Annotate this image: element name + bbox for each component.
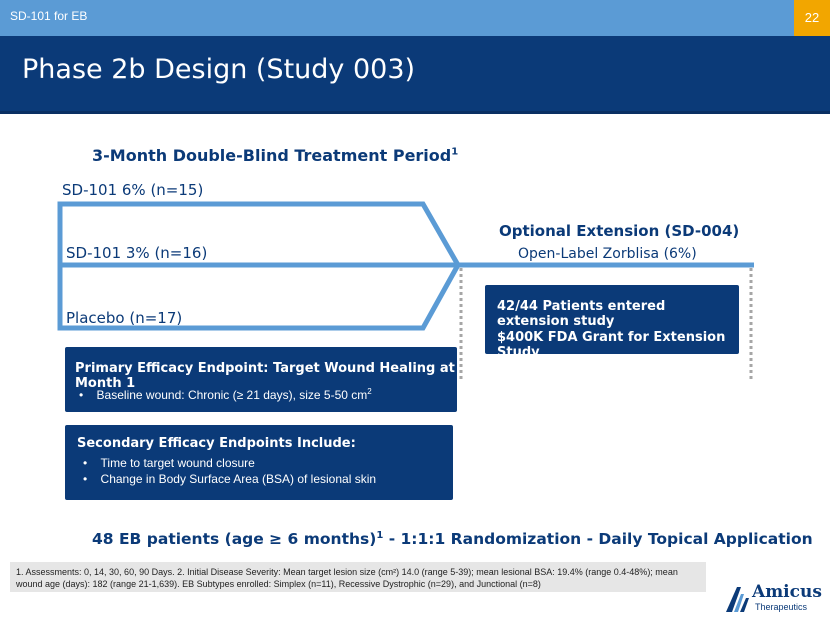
amicus-logo-icon [722,584,752,614]
arm-line-6pct [60,204,458,265]
period-title-text: 3-Month Double-Blind Treatment Period [92,146,452,165]
slide-title: Phase 2b Design (Study 003) [22,54,416,85]
summary-part-2: - 1:1:1 Randomization - Daily Topical Application [383,530,813,549]
primary-bullet-sup: 2 [367,387,372,396]
secondary-bullet [83,471,376,487]
bullet-icon: • [79,388,84,402]
page-number: 22 [794,0,830,36]
secondary-bullet-text: Change in Body Surface Area (BSA) of lesional skin [100,472,377,486]
extension-subtitle: Open-Label Zorblisa (6%) [518,246,697,262]
primary-endpoint-title: Primary Efficacy Endpoint: Target Wound Healing at Month 1 [75,361,455,391]
logo-sub: Therapeutics [755,602,808,612]
arm-line-placebo [60,265,458,328]
extension-box [485,285,739,360]
summary-line [92,530,813,548]
bullet-icon: • [83,456,88,470]
primary-endpoint-box [65,347,457,412]
secondary-bullet-text: Time to target wound closure [100,456,255,470]
summary-sup: 1 [376,530,384,541]
summary-part-1: 48 EB patients (age ≥ 6 months) [92,530,377,549]
primary-bullet-text: Baseline wound: Chronic (≥ 21 days), size 5-50 cm [96,388,368,402]
primary-endpoint-bullet [79,387,372,402]
secondary-bullets [83,455,376,487]
secondary-endpoints-title: Secondary Efficacy Endpoints Include: [77,436,356,451]
amicus-logo [722,582,822,616]
extension-title: Optional Extension (SD-004) [499,222,740,240]
arm-label-placebo: Placebo (n=17) [66,309,183,327]
bullet-icon: • [83,472,88,486]
secondary-bullet [83,455,376,471]
extension-line-1: 42/44 Patients entered extension study [497,299,666,329]
arm-label-3pct: SD-101 3% (n=16) [66,244,208,262]
logo-name: Amicus [752,582,822,602]
arm-label-6pct: SD-101 6% (n=15) [62,181,204,199]
extension-line-2: $400K FDA Grant for Extension Study [497,330,726,360]
program-tag: SD-101 for EB [10,9,88,23]
footnote: 1. Assessments: 0, 14, 30, 60, 90 Days. 2. Initial Disease Severity: Mean target lesion size (cm²) 14.0 (range 5-39); mean lesional BSA: 19.4% (range 0.4-48%); mean wound age (days): 182 (range 21-1,639). EB Subtypes enrolled: Simplex (n=11), Recessive Dystrophic (n=29), and Junctional (n=8) [10,562,706,592]
period-title-sup: 1 [451,146,459,158]
secondary-endpoints-box [65,425,453,500]
